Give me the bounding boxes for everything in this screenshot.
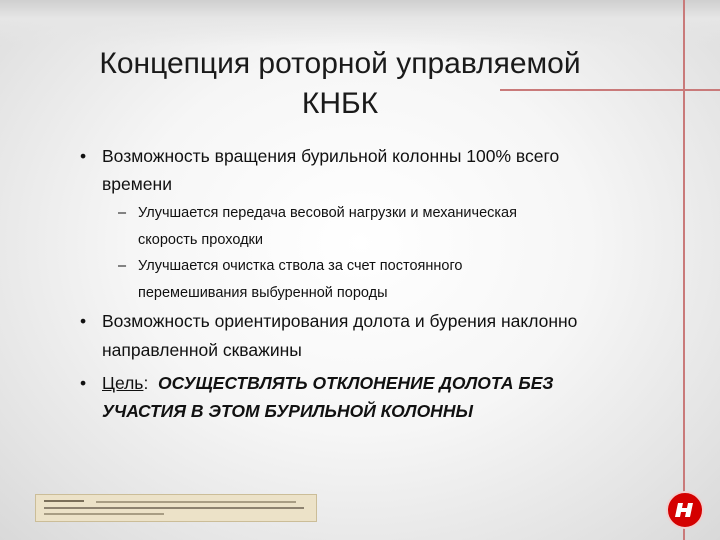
- sub-text-line-1: Улучшается передача весовой нагрузки и механическая: [138, 205, 517, 221]
- dash-marker: –: [118, 258, 127, 274]
- company-logo-icon: [666, 491, 704, 529]
- bullet-marker: •: [80, 311, 87, 331]
- slide-title-line-2: КНБК: [301, 87, 379, 120]
- dash-marker: –: [118, 205, 127, 221]
- slide-title-line-1: Концепция роторной управляемой: [99, 47, 581, 80]
- bullet-text-line-1: Возможность вращения бурильной колонны 100% всего: [102, 146, 560, 166]
- goal-text-line-2: УЧАСТИЯ В ЭТОМ БУРИЛЬНОЙ КОЛОННЫ: [102, 401, 473, 421]
- bullet-text-line-1: Возможность ориентирования долота и бурения наклонно: [102, 311, 578, 331]
- bullet-text-line-2: времени: [102, 174, 172, 194]
- bullet-text-line-2: направленной скважины: [102, 340, 302, 360]
- bullet-marker: •: [80, 146, 87, 166]
- sub-text-line-1: Улучшается очистка ствола за счет постоянного: [138, 258, 463, 274]
- footer-strip-image: [35, 494, 317, 522]
- goal-colon: :: [143, 373, 149, 393]
- sub-text-line-2: скорость проходки: [138, 232, 263, 248]
- sub-text-line-2: перемешивания выбуренной породы: [138, 285, 388, 301]
- goal-label: Цель: [102, 373, 144, 393]
- goal-text-line-1: ОСУЩЕСТВЛЯТЬ ОТКЛОНЕНИЕ ДОЛОТА БЕЗ: [158, 373, 554, 393]
- bullet-marker: •: [80, 373, 87, 393]
